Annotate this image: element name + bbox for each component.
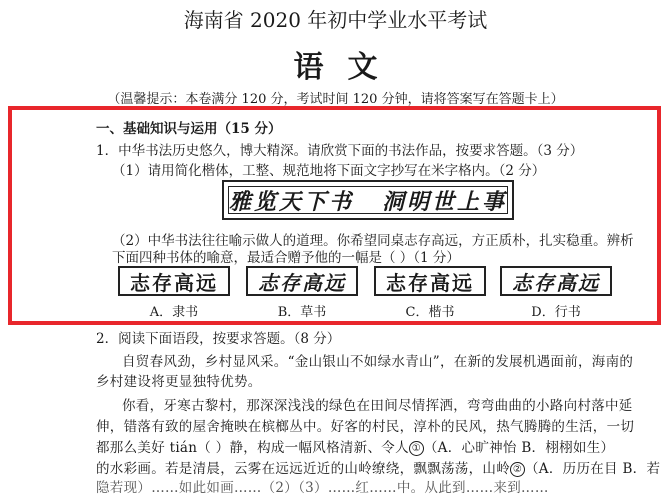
- calligraphy-artwork: [222, 180, 514, 220]
- option-b-label: B．草书: [277, 305, 327, 320]
- exam-title: 海南省 2020 年初中学业水平考试: [183, 8, 488, 32]
- subject-title: 语文: [293, 50, 402, 85]
- paragraph-2-line-1: 你看，牙寒古黎村，那深深浅浅的绿色在田间尽情挥洒，弯弯曲曲的小路向村落中延: [122, 398, 633, 414]
- option-c-image: 志存高远: [374, 266, 486, 296]
- paragraph-2-line-4-a: 的水彩画。若是清晨，云雾在远远近近的山岭缭绕，飘飘荡荡，山岭: [96, 461, 510, 477]
- calligraphy-right-text: 洞明世上事: [382, 188, 508, 215]
- question-1: 1．中华书法历史悠久，博大精深。请欣赏下面的书法作品，按要求答题。（3 分）: [96, 143, 584, 159]
- blank-marker-2: ②: [510, 462, 525, 477]
- blank-marker-1: ①: [409, 441, 424, 456]
- section-heading: 一、基础知识与运用（15 分）: [96, 121, 282, 137]
- question-1-2-line1: （2）中华书法往往喻示做人的道理。你希望同桌志存高远，方正质朴，扎实稳重。辨析: [112, 233, 634, 249]
- paragraph-2-line-4-b: （A．历历在目 B．若: [525, 461, 661, 477]
- option-d-label: D．行书: [531, 305, 581, 320]
- paragraph-1-line-2: 乡村建设将更显独特优势。: [96, 374, 262, 390]
- option-d-image: 志存高远: [500, 266, 612, 296]
- paragraph-2-line-5: 隐若现）……如此如画……（2）（3）……红……中。从此到……来到……: [96, 480, 549, 496]
- exam-notice: （温馨提示：本卷满分 120 分，考试时间 120 分钟，请将答案写在答题卡上）: [107, 92, 564, 107]
- paragraph-2-line-3: [96, 436, 614, 456]
- paragraph-2-line-3-a: 都那么美好 tián（ ）静，构成一幅风格清新、令人: [96, 440, 409, 456]
- calligraphy-inner-frame: [228, 186, 508, 214]
- option-c-label: C．楷书: [405, 305, 455, 320]
- option-a-label: A．隶书: [149, 305, 199, 320]
- calligraphy-left-text: 雅览天下书: [229, 188, 355, 215]
- question-1-2-line2: 下面四种书体的喻意，最适合赠予他的一幅是（ ）（1 分）: [112, 250, 460, 266]
- question-2-heading: 2．阅读下面语段，按要求答题。（8 分）: [96, 331, 341, 347]
- paragraph-1-line-1: 自贸春风劲，乡村显风采。“金山银山不如绿水青山”，在新的发展机遇面前，海南的: [122, 354, 634, 370]
- option-a-image: 志存高远: [118, 266, 230, 296]
- paragraph-2-line-3-b: （A．心旷神怡 B．栩栩如生）: [423, 440, 615, 456]
- paragraph-2-line-2: 伸，错落有致的屋舍掩映在槟榔丛中。好客的村民，淳朴的民风，热气腾腾的生活，一切: [96, 419, 635, 435]
- option-b-image: 志存高远: [246, 266, 358, 296]
- question-1-1: （1）请用简化楷体，工整、规范地将下面文字抄写在米字格内。（2 分）: [112, 163, 546, 179]
- paragraph-2-line-4: [96, 457, 660, 477]
